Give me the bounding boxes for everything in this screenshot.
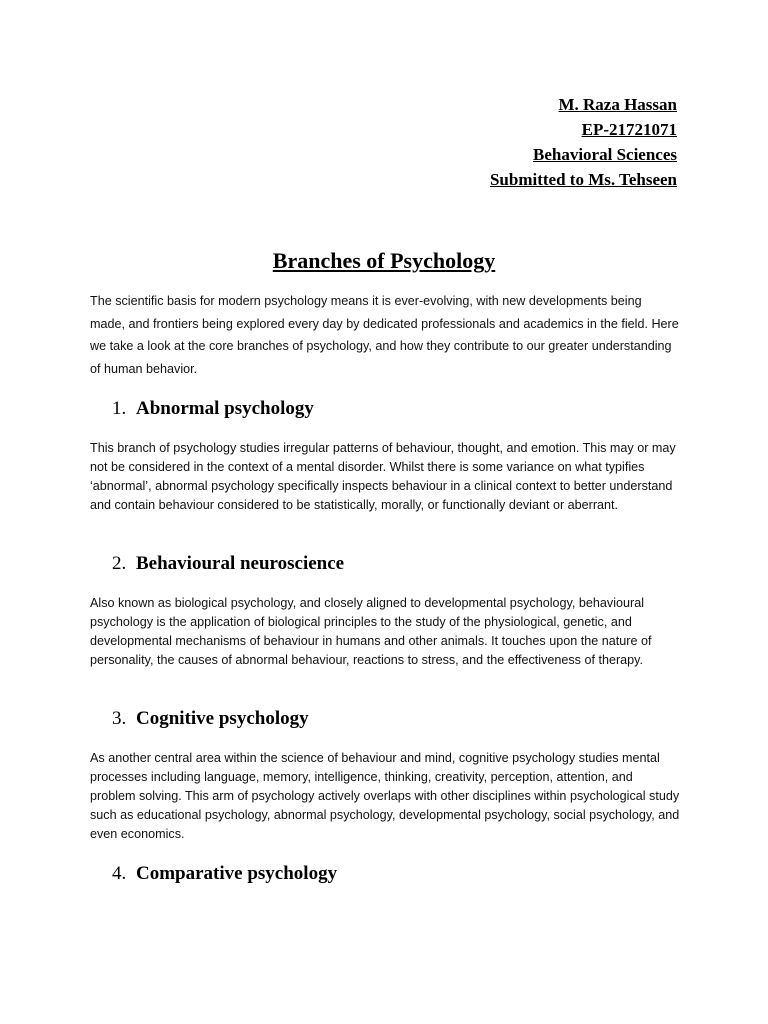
section-body-abnormal: This branch of psychology studies irregular patterns of behaviour, thought, and emotion. This may or may not be considered in the context of a mental disorder. Whilst there is some variance on what typifies ‘abnormal’, abnormal psychology specifically inspects behaviour in a clinical context to better understand and contain behaviour considered to be statistically, morally, or functionally deviant or aberrant. [90,441,676,512]
section-title: Comparative psychology [136,863,338,884]
section-number: 3. [112,708,127,729]
author-header [490,92,677,192]
section-title: Cognitive psychology [136,708,309,729]
section-heading-comparative [112,863,337,885]
submitted-to: Submitted to Ms. Tehseen [489,170,677,189]
section-heading-neuroscience [112,553,344,575]
section-number: 4. [112,863,127,884]
section-body-cognitive: As another central area within the science of behaviour and mind, cognitive psychology studies mental processes including language, memory, intelligence, thinking, creativity, perception, attention, and problem solving. This arm of psychology actively overlaps with other disciplines within psychological study such as educational psychology, abnormal psychology, developmental psychology, social psychology, and even economics. [90,751,680,841]
section-heading-cognitive [112,708,309,730]
section-body-neuroscience: Also known as biological psychology, and closely aligned to developmental psychology, behavioural psychology is the application of biological principles to the study of the physiological, genetic, and developmental mechanisms of behaviour in humans and other animals. It touches upon the nature of personality, the causes of abnormal behaviour, reactions to stress, and the effectiveness of therapy. [90,596,652,667]
document-title: Branches of Psychology [272,248,496,273]
section-title: Behavioural neuroscience [136,553,345,574]
section-heading-abnormal [112,398,314,420]
student-id: EP-21721071 [581,120,677,139]
section-number: 2. [112,553,127,574]
intro-paragraph: The scientific basis for modern psychology means it is ever-evolving, with new developments being made, and frontiers being explored every day by dedicated professionals and academics in the field. Here we take a look at the core branches of psychology, and how they contribute to our greater understanding of human behavior. [90,294,679,377]
course-name: Behavioral Sciences [532,145,677,164]
author-name: M. Raza Hassan [558,95,677,114]
section-number: 1. [112,398,127,419]
section-title: Abnormal psychology [136,398,314,419]
